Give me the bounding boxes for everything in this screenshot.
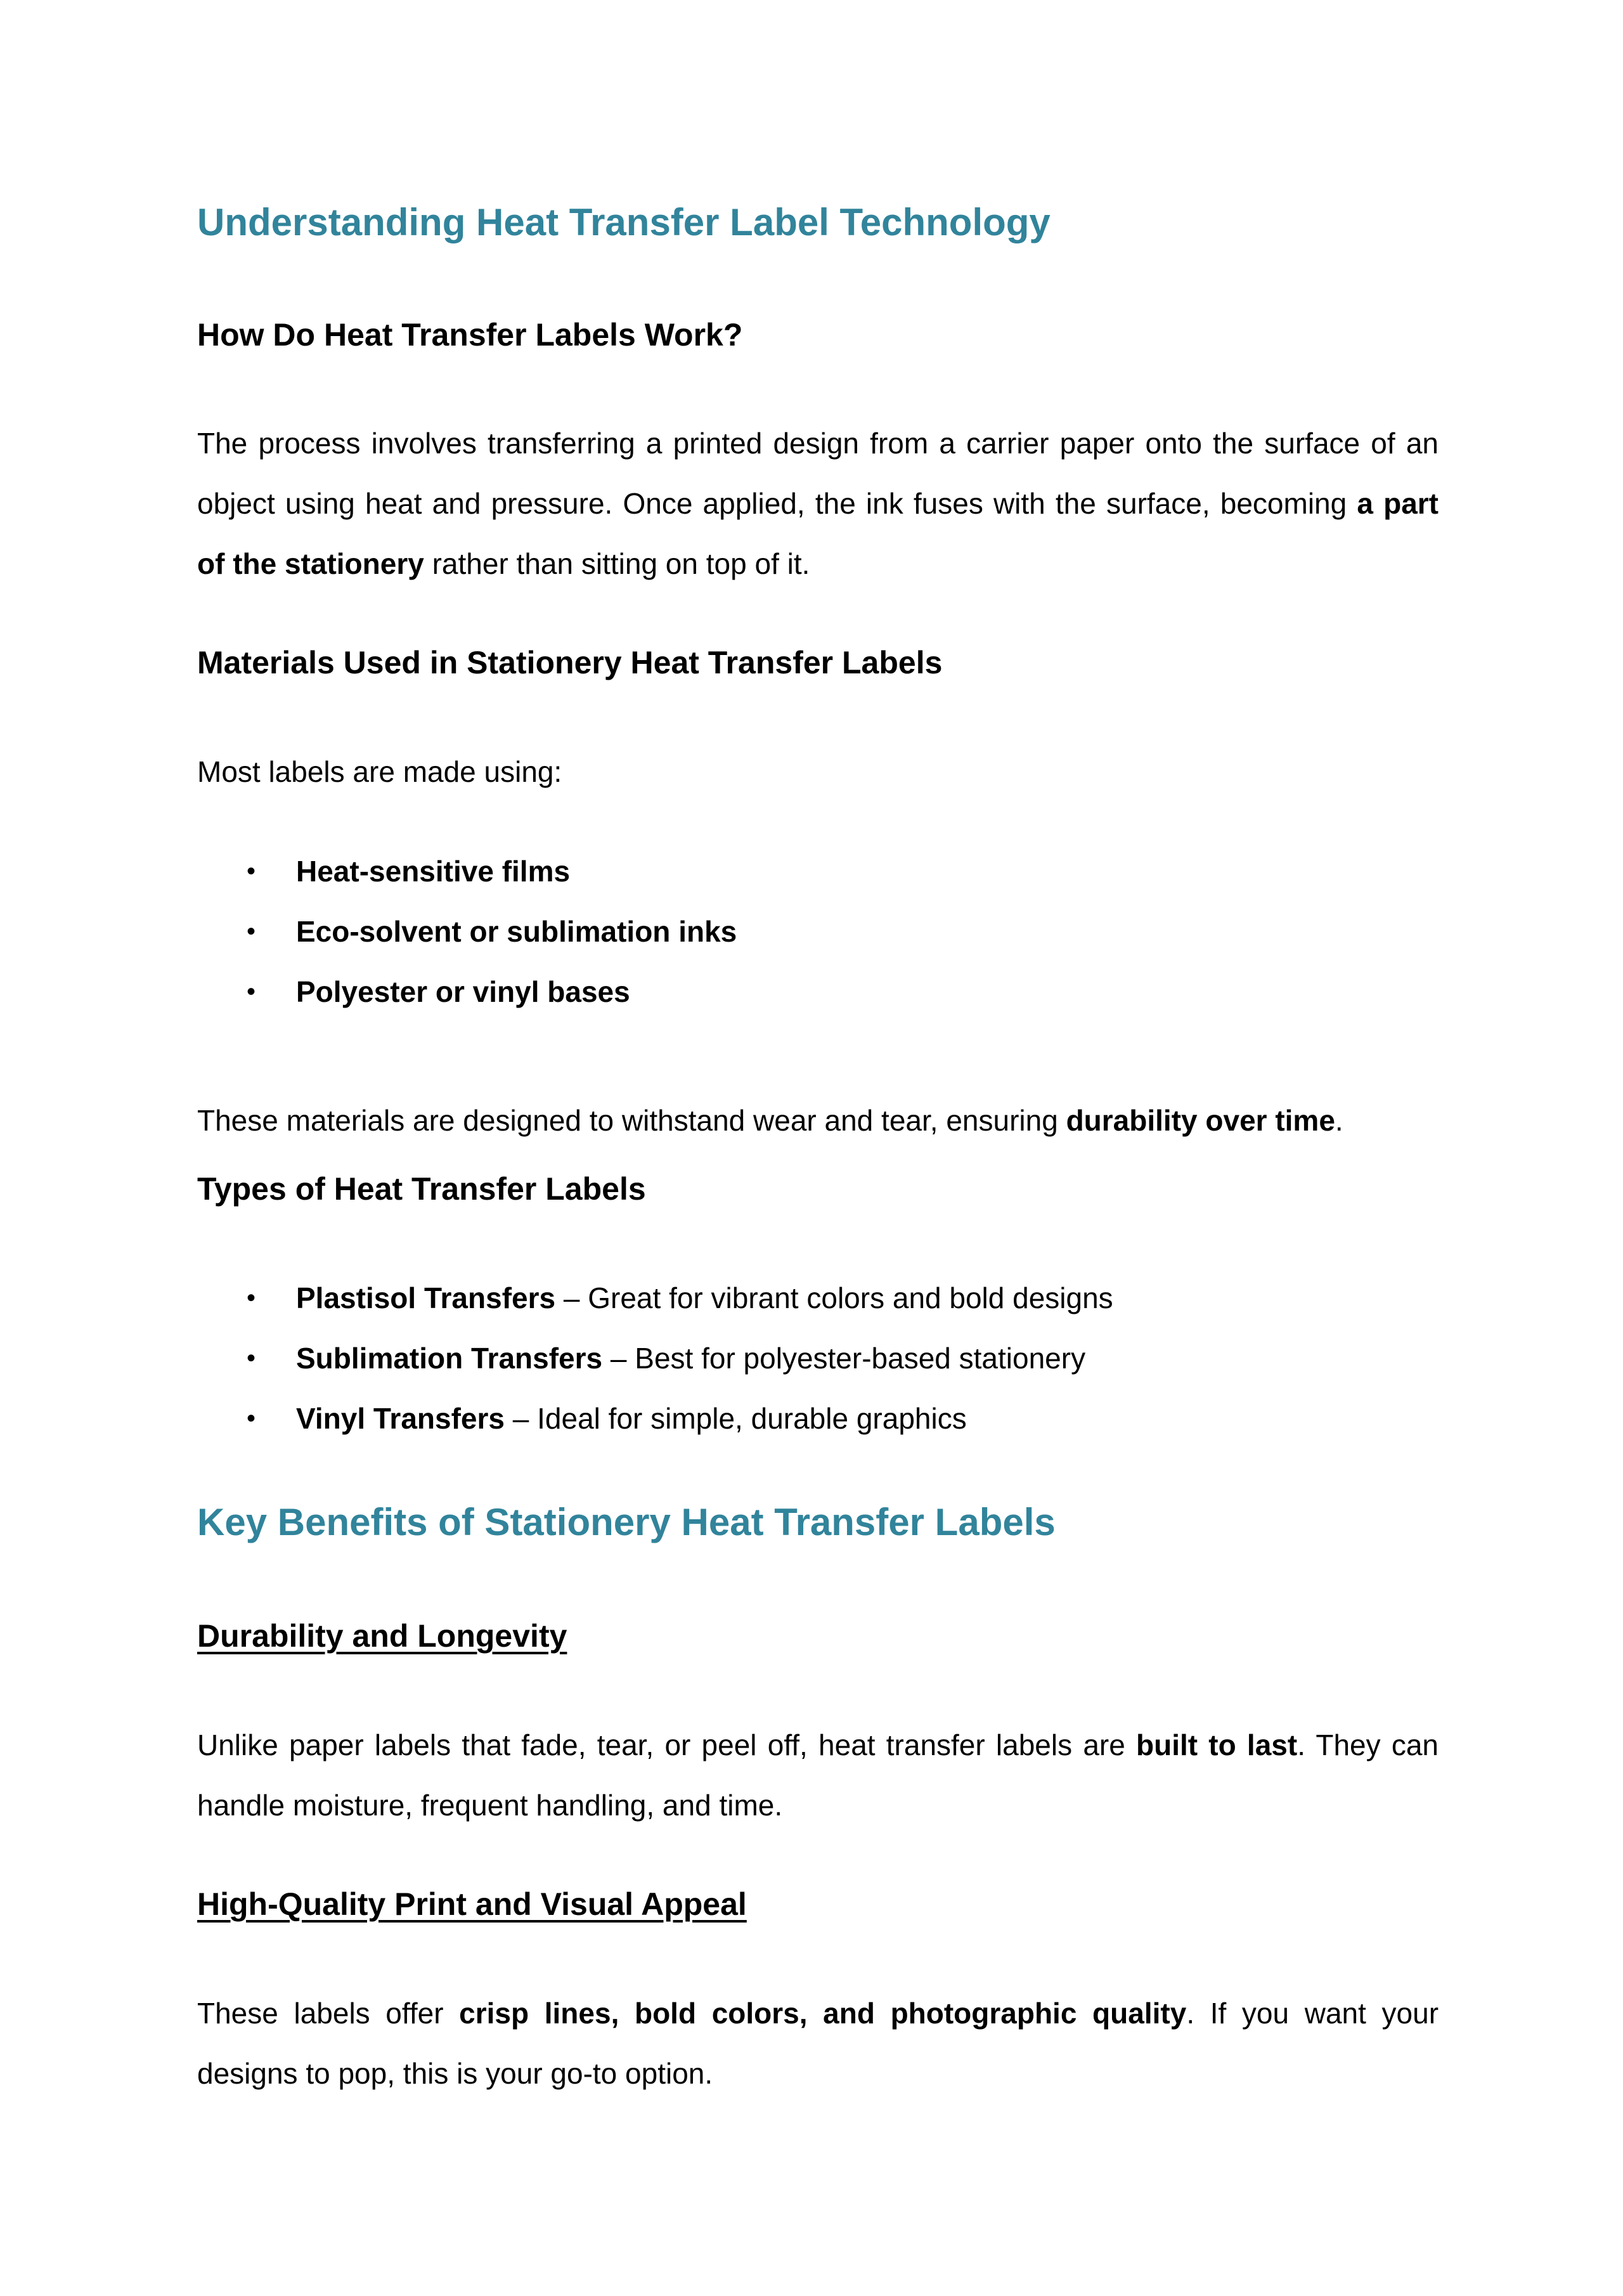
type-name: Sublimation Transfers bbox=[296, 1342, 603, 1375]
section-title-technology: Understanding Heat Transfer Label Technology bbox=[197, 201, 1051, 243]
type-desc: – Great for vibrant colors and bold designs bbox=[555, 1281, 1113, 1314]
quality-text-2: . If you want your designs to pop, this is your go-to option. bbox=[197, 1997, 1439, 2090]
materials-outro-bold: durability over time bbox=[1066, 1104, 1335, 1137]
durability-text-2: . They can handle moisture, frequent handling, and time. bbox=[197, 1728, 1439, 1822]
materials-outro-end: . bbox=[1335, 1104, 1343, 1137]
bullet-glyph: • bbox=[247, 857, 256, 885]
type-desc: – Ideal for simple, durable graphics bbox=[505, 1402, 967, 1435]
heading-materials: Materials Used in Stationery Heat Transfer Labels bbox=[197, 645, 943, 680]
list-item bbox=[197, 902, 1439, 962]
bullet-glyph: • bbox=[247, 918, 256, 945]
type-desc: – Best for polyester-based stationery bbox=[602, 1342, 1086, 1375]
paragraph-process bbox=[197, 413, 1439, 594]
bullet-glyph: • bbox=[247, 1344, 256, 1372]
paragraph-durability bbox=[197, 1715, 1439, 1836]
materials-outro-text: These materials are designed to withstand wear and tear, ensuring bbox=[197, 1104, 1066, 1137]
list-item bbox=[197, 1268, 1439, 1328]
materials-intro: Most labels are made using: bbox=[197, 755, 562, 788]
process-text-1: The process involves transferring a printed design from a carrier paper onto the surface of an object using heat and pressure. Once applied, the ink fuses with the surface, becoming bbox=[197, 427, 1439, 520]
durability-text-1: Unlike paper labels that fade, tear, or peel off, heat transfer labels are bbox=[197, 1728, 1137, 1761]
heading-types: Types of Heat Transfer Labels bbox=[197, 1171, 646, 1207]
paragraph-quality bbox=[197, 1983, 1439, 2104]
section-title-benefits: Key Benefits of Stationery Heat Transfer Labels bbox=[197, 1501, 1056, 1543]
material-item: Heat-sensitive films bbox=[296, 855, 571, 888]
type-name: Vinyl Transfers bbox=[296, 1402, 505, 1435]
list-item bbox=[197, 1389, 1439, 1449]
bullet-glyph: • bbox=[247, 1284, 256, 1312]
material-item: Polyester or vinyl bases bbox=[296, 975, 630, 1008]
quality-bold: crisp lines, bold colors, and photographic quality bbox=[459, 1997, 1187, 2030]
bullet-glyph: • bbox=[247, 978, 256, 1006]
quality-text-1: These labels offer bbox=[197, 1997, 460, 2030]
process-text-2: rather than sitting on top of it. bbox=[424, 547, 810, 580]
type-name: Plastisol Transfers bbox=[296, 1281, 556, 1314]
types-list bbox=[197, 1268, 1439, 1449]
materials-outro bbox=[197, 1091, 1343, 1151]
process-bold: a part of the stationery bbox=[197, 487, 1439, 580]
bullet-glyph: • bbox=[247, 1404, 256, 1432]
materials-list bbox=[197, 841, 1439, 1022]
material-item: Eco-solvent or sublimation inks bbox=[296, 915, 737, 948]
list-item bbox=[197, 841, 1439, 902]
list-item bbox=[197, 1328, 1439, 1389]
heading-durability: Durability and Longevity bbox=[197, 1618, 567, 1654]
durability-bold: built to last bbox=[1136, 1728, 1298, 1761]
list-item bbox=[197, 962, 1439, 1022]
heading-how-labels-work: How Do Heat Transfer Labels Work? bbox=[197, 317, 743, 353]
heading-quality: High-Quality Print and Visual Appeal bbox=[197, 1886, 747, 1922]
